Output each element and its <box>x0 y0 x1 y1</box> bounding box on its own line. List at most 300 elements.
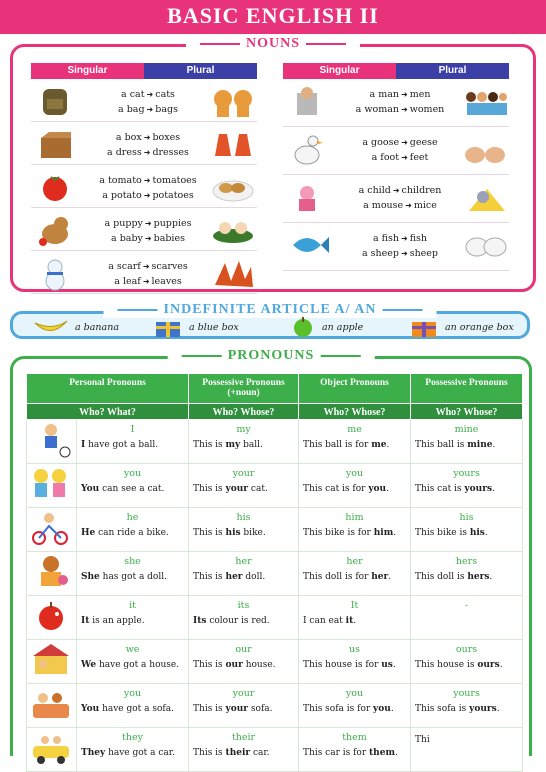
sentence-part: This house is <box>415 660 478 670</box>
pronoun-word: its <box>237 600 250 611</box>
singular-noun: a box <box>115 132 142 143</box>
pronoun-word: her <box>346 556 363 567</box>
sentence-part: . <box>484 528 488 538</box>
example-sentence <box>415 733 518 747</box>
example-sentence <box>415 482 518 496</box>
sentence-pronoun: me <box>371 440 387 450</box>
pronoun-word: - <box>464 600 469 611</box>
sentence-part: . <box>386 440 390 450</box>
plural-noun: geese <box>409 137 438 148</box>
pronoun-word: them <box>342 732 367 743</box>
pronoun-row <box>27 684 523 728</box>
sentence-part: house. <box>242 660 276 670</box>
noun-pair <box>335 135 465 165</box>
sentence-part: colour is red. <box>206 616 270 626</box>
cats-icon <box>211 85 255 117</box>
fish-icon <box>287 229 327 261</box>
sentence-pronoun: his <box>469 528 485 538</box>
pronoun-word: yours <box>453 468 480 479</box>
pronoun-word: he <box>126 512 139 523</box>
arrow-right-icon: ➜ <box>401 153 408 162</box>
pronoun-cell <box>411 640 523 684</box>
pronoun-word: her <box>235 556 252 567</box>
plural-noun: women <box>409 104 445 115</box>
gift-box-orange-icon <box>409 316 439 338</box>
pronoun-word: your <box>232 468 255 479</box>
example-sentence <box>415 526 518 540</box>
sentence-part: I can eat <box>303 616 346 626</box>
apple-icon <box>29 598 73 634</box>
noun-row <box>31 208 257 251</box>
pronoun-word: him <box>345 512 364 523</box>
potatoes-icon <box>211 171 255 203</box>
sentence-part: This is <box>193 440 226 450</box>
example-sentence <box>303 702 406 716</box>
sentence-pronoun: mine <box>467 440 493 450</box>
sentence-part: This car is for <box>303 748 370 758</box>
sentence-part: . <box>393 528 397 538</box>
arrow-right-icon: ➜ <box>392 186 400 195</box>
sentence-part: have got a car. <box>105 748 175 758</box>
sentence-part: This doll is for <box>303 572 372 582</box>
noun-row <box>31 122 257 165</box>
girl-doll-icon <box>29 554 73 590</box>
sentence-part: . <box>499 660 503 670</box>
sentence-pronoun: You <box>81 704 100 714</box>
example-sentence <box>303 746 406 760</box>
article-text: a blue box <box>189 321 239 333</box>
pronoun-word: they <box>122 732 143 743</box>
column-subheader: Who? Whose? <box>299 404 411 420</box>
pronoun-cell <box>299 640 411 684</box>
arrow-right-icon: ➜ <box>400 249 408 258</box>
pronoun-picture-cell <box>27 596 77 640</box>
example-sentence <box>193 614 294 628</box>
pronoun-word: it <box>129 600 136 611</box>
singular-header: Singular <box>283 63 396 79</box>
pronoun-word: us <box>349 644 361 655</box>
sentence-part: Thi <box>415 735 430 745</box>
pronoun-picture-cell <box>27 508 77 552</box>
sentence-pronoun: them <box>369 748 395 758</box>
plural-noun: tomatoes <box>152 175 197 186</box>
noun-pair <box>335 231 465 261</box>
gift-box-blue-icon <box>153 316 183 338</box>
pronoun-word: ours <box>455 644 478 655</box>
sentence-part: cat. <box>248 484 268 494</box>
pronoun-word: she <box>124 556 141 567</box>
pronoun-cell <box>189 420 299 464</box>
arrow-right-icon: ➜ <box>144 219 152 228</box>
arrow-right-icon: ➜ <box>143 176 151 185</box>
sentence-pronoun: it <box>345 616 354 626</box>
leaves-icon <box>211 257 255 289</box>
example-sentence <box>415 658 518 672</box>
pronoun-cell <box>77 596 189 640</box>
plural-noun: children <box>401 185 442 196</box>
example-sentence <box>303 526 406 540</box>
example-sentence <box>303 482 406 496</box>
arrow-right-icon: ➜ <box>144 234 152 243</box>
sheep-icon <box>463 229 507 261</box>
sentence-part: This cat is <box>415 484 465 494</box>
sentence-part: . <box>489 572 493 582</box>
example-sentence <box>81 614 184 628</box>
singular-noun: a child <box>358 185 391 196</box>
boy-bike-icon <box>29 510 73 546</box>
pronouns-subheader-row <box>27 404 523 420</box>
plural-header: Plural <box>396 63 509 79</box>
pronoun-cell <box>77 684 189 728</box>
sentence-part: is an apple. <box>89 616 145 626</box>
article-text: an orange box <box>445 321 514 333</box>
plural-noun: feet <box>409 152 429 163</box>
arrow-right-icon: ➜ <box>143 191 151 200</box>
sentence-pronoun: their <box>225 748 251 758</box>
plural-noun: fish <box>409 233 428 244</box>
pronoun-cell <box>299 464 411 508</box>
sentence-part: bike. <box>240 528 266 538</box>
pronoun-picture-cell <box>27 420 77 464</box>
family-sofa-icon <box>29 686 73 722</box>
pronoun-cell <box>77 728 189 772</box>
singular-noun: a bag <box>118 104 145 115</box>
singular-noun: a tomato <box>99 175 142 186</box>
example-sentence <box>303 438 406 452</box>
sentence-pronoun: He <box>81 528 96 538</box>
example-sentence <box>415 702 518 716</box>
example-sentence <box>415 438 518 452</box>
example-sentence <box>81 658 184 672</box>
mice-cheese-icon <box>463 181 507 213</box>
example-sentence <box>193 438 294 452</box>
singular-header: Singular <box>31 63 144 79</box>
example-sentence <box>81 526 184 540</box>
pronoun-cell <box>411 596 523 640</box>
pronoun-cell <box>77 420 189 464</box>
backpack-icon <box>35 85 75 117</box>
singular-noun: a goose <box>362 137 400 148</box>
family-car-icon <box>29 730 73 766</box>
tomato-icon <box>35 171 75 203</box>
sentence-part: This ball is for <box>303 440 372 450</box>
singular-noun: a man <box>369 89 400 100</box>
arrow-right-icon: ➜ <box>400 234 408 243</box>
pronoun-picture-cell <box>27 464 77 508</box>
pronoun-word: our <box>235 644 252 655</box>
example-sentence <box>303 570 406 584</box>
singular-noun: a fish <box>372 233 399 244</box>
pronoun-picture-cell <box>27 552 77 596</box>
article-text: a banana <box>75 321 119 333</box>
column-subheader: Who? Whose? <box>189 404 299 420</box>
noun-pair <box>83 130 213 160</box>
pronoun-word: I <box>130 424 135 435</box>
sentence-pronoun: They <box>81 748 106 758</box>
children-cat-icon <box>29 466 73 502</box>
sentence-part: . <box>353 616 357 626</box>
noun-pair <box>83 173 213 203</box>
noun-row <box>31 79 257 122</box>
example-sentence <box>81 482 184 496</box>
singular-noun: a cat <box>121 89 145 100</box>
snowman-icon <box>35 257 75 289</box>
singular-noun: a leaf <box>114 276 141 287</box>
sentence-pronoun: You <box>81 484 100 494</box>
sentence-pronoun: us <box>381 660 393 670</box>
plural-noun: mice <box>413 200 437 211</box>
singular-noun: a scarf <box>108 261 141 272</box>
sentence-part: . <box>392 660 396 670</box>
example-sentence <box>303 614 406 628</box>
example-sentence <box>81 702 184 716</box>
sentence-pronoun: her <box>225 572 243 582</box>
puppy-icon <box>35 214 75 246</box>
pronoun-cell <box>299 552 411 596</box>
nouns-right-header <box>283 63 509 79</box>
pronoun-cell <box>411 464 523 508</box>
feet-icon <box>463 133 507 165</box>
sentence-part: This doll is <box>415 572 468 582</box>
example-sentence <box>81 438 184 452</box>
sentence-part: have got a sofa. <box>99 704 174 714</box>
pronoun-cell <box>299 728 411 772</box>
sentence-part: . <box>394 748 398 758</box>
example-sentence <box>81 570 184 584</box>
sentence-part: This is <box>193 660 226 670</box>
article-section <box>10 302 530 339</box>
pronoun-picture-cell <box>27 684 77 728</box>
pronoun-word: you <box>123 468 142 479</box>
pronouns-section <box>10 348 532 758</box>
sentence-pronoun: her <box>371 572 389 582</box>
sentence-part: ball. <box>240 440 263 450</box>
sentence-part: This sofa is for <box>303 704 374 714</box>
sentence-pronoun: yours <box>464 484 493 494</box>
pronoun-cell <box>189 464 299 508</box>
sentence-pronoun: his <box>225 528 241 538</box>
article-text: an apple <box>322 321 364 333</box>
child-icon <box>287 181 327 213</box>
sentence-part: This is <box>193 748 226 758</box>
plural-noun: bags <box>155 104 178 115</box>
article-item-blue-box <box>153 317 239 337</box>
sentence-pronoun: you <box>373 704 391 714</box>
sentence-part: This is <box>193 528 226 538</box>
sentence-part: have got a house. <box>96 660 180 670</box>
example-sentence <box>193 746 294 760</box>
pronoun-row <box>27 420 523 464</box>
noun-row <box>31 165 257 208</box>
pronoun-word: my <box>236 424 251 435</box>
green-apple-icon <box>290 316 316 338</box>
page-title: BASIC ENGLISH II <box>0 0 546 34</box>
noun-row <box>283 223 509 271</box>
arrow-right-icon: ➜ <box>401 105 408 114</box>
sentence-part: . <box>492 484 495 494</box>
example-sentence <box>193 526 294 540</box>
pronoun-cell <box>189 596 299 640</box>
article-title: INDEFINITE ARTICLE A/ AN <box>104 302 437 318</box>
sentence-pronoun: you <box>368 484 387 494</box>
plural-noun: boxes <box>152 132 181 143</box>
example-sentence <box>303 658 406 672</box>
pronoun-row <box>27 640 523 684</box>
noun-pair <box>335 183 465 213</box>
sentence-pronoun: him <box>373 528 394 538</box>
pronoun-word: you <box>345 468 364 479</box>
sentence-part: can see a cat. <box>99 484 165 494</box>
noun-row <box>283 175 509 223</box>
sentence-pronoun: She <box>81 572 100 582</box>
column-header: Personal Pronouns <box>27 374 189 404</box>
nouns-title: NOUNS <box>186 36 360 52</box>
banana-icon <box>33 317 69 337</box>
pronouns-table <box>26 373 523 772</box>
arrow-right-icon: ➜ <box>143 148 151 157</box>
box-icon <box>35 128 75 160</box>
pronoun-cell <box>77 464 189 508</box>
plural-noun: men <box>409 89 431 100</box>
pronouns-title: PRONOUNS <box>168 348 375 364</box>
sentence-part: . <box>496 704 500 714</box>
singular-noun: a foot <box>371 152 400 163</box>
example-sentence <box>193 702 294 716</box>
pronoun-row <box>27 596 523 640</box>
pronoun-word: we <box>125 644 140 655</box>
pronoun-cell <box>411 552 523 596</box>
noun-pair <box>83 259 213 289</box>
sentence-part: This house is for <box>303 660 382 670</box>
pronoun-word: you <box>123 688 142 699</box>
sentence-part: has got a doll. <box>99 572 167 582</box>
sentence-pronoun: hers <box>467 572 490 582</box>
sentence-part: . <box>390 704 394 714</box>
plural-noun: scarves <box>151 261 188 272</box>
pronoun-cell <box>299 508 411 552</box>
column-header: Possessive Pronouns (+noun) <box>189 374 299 404</box>
example-sentence <box>193 482 294 496</box>
noun-row <box>283 79 509 127</box>
pronoun-word: his <box>459 512 474 523</box>
sentence-part: This bike is for <box>303 528 374 538</box>
pronoun-word: It <box>350 600 359 611</box>
plural-header: Plural <box>144 63 257 79</box>
man-icon <box>287 85 327 117</box>
pronoun-cell <box>77 552 189 596</box>
noun-pair <box>335 87 465 117</box>
pronoun-cell <box>189 640 299 684</box>
sentence-part: sofa. <box>248 704 273 714</box>
sentence-pronoun: ours <box>477 660 500 670</box>
arrow-right-icon: ➜ <box>146 105 154 114</box>
sentence-part: . <box>492 440 496 450</box>
noun-pair <box>83 216 213 246</box>
singular-noun: a dress <box>107 147 142 158</box>
sentence-part: This sofa is <box>415 704 470 714</box>
pronoun-row <box>27 464 523 508</box>
sentence-part: . <box>386 484 389 494</box>
pronoun-word: his <box>236 512 251 523</box>
arrow-right-icon: ➜ <box>146 90 154 99</box>
nouns-left-column <box>31 63 257 294</box>
pronoun-row <box>27 508 523 552</box>
plural-noun: puppies <box>153 218 192 229</box>
arrow-right-icon: ➜ <box>142 277 150 286</box>
sentence-pronoun: our <box>225 660 243 670</box>
plural-noun: potatoes <box>152 190 194 201</box>
pronoun-cell <box>189 508 299 552</box>
pronoun-word: hers <box>455 556 478 567</box>
plural-noun: babies <box>153 233 185 244</box>
pronoun-word: me <box>347 424 362 435</box>
article-item-banana <box>33 317 119 337</box>
sentence-pronoun: I <box>81 440 86 450</box>
singular-noun: a sheep <box>361 248 399 259</box>
sentence-part: This is <box>193 484 226 494</box>
pronoun-word: mine <box>454 424 479 435</box>
singular-noun: a mouse <box>363 200 404 211</box>
article-item-orange-box <box>409 317 514 337</box>
sentence-part: This is <box>193 572 226 582</box>
plural-noun: sheep <box>409 248 439 259</box>
sentence-part: This ball is <box>415 440 468 450</box>
pronoun-word: your <box>232 688 255 699</box>
pronoun-row <box>27 552 523 596</box>
sentence-pronoun: your <box>225 484 249 494</box>
nouns-left-header <box>31 63 257 79</box>
sentence-part: have got a ball. <box>85 440 159 450</box>
example-sentence <box>193 658 294 672</box>
family-house-icon <box>29 642 73 678</box>
pronoun-cell <box>77 508 189 552</box>
babies-icon <box>211 214 255 246</box>
sentence-part: This is <box>193 704 226 714</box>
pronoun-word: their <box>231 732 256 743</box>
sentence-part: doll. <box>242 572 266 582</box>
pronoun-cell <box>411 420 523 464</box>
example-sentence <box>81 746 184 760</box>
noun-row <box>283 127 509 175</box>
arrow-right-icon: ➜ <box>405 201 412 210</box>
arrow-right-icon: ➜ <box>143 133 151 142</box>
plural-noun: cats <box>155 89 175 100</box>
nouns-section <box>10 36 536 292</box>
column-header: Possessive Pronouns <box>411 374 523 404</box>
pronoun-cell <box>299 420 411 464</box>
boy-with-ball-icon <box>29 422 73 458</box>
sentence-pronoun: my <box>225 440 241 450</box>
arrow-right-icon: ➜ <box>401 138 408 147</box>
arrow-right-icon: ➜ <box>401 90 408 99</box>
example-sentence <box>415 570 518 584</box>
column-subheader: Who? Whose? <box>411 404 523 420</box>
nouns-right-column <box>283 63 509 271</box>
singular-noun: a potato <box>102 190 142 201</box>
column-header: Object Pronouns <box>299 374 411 404</box>
sentence-part: . <box>388 572 392 582</box>
arrow-right-icon: ➜ <box>142 262 150 271</box>
sentence-pronoun: We <box>81 660 97 670</box>
noun-row <box>31 251 257 294</box>
sentence-pronoun: your <box>225 704 249 714</box>
sentence-part: This bike is <box>415 528 470 538</box>
singular-noun: a puppy <box>104 218 143 229</box>
pronoun-cell <box>77 640 189 684</box>
column-subheader: Who? What? <box>27 404 189 420</box>
sentence-part: car. <box>250 748 270 758</box>
pronoun-cell <box>411 728 523 772</box>
